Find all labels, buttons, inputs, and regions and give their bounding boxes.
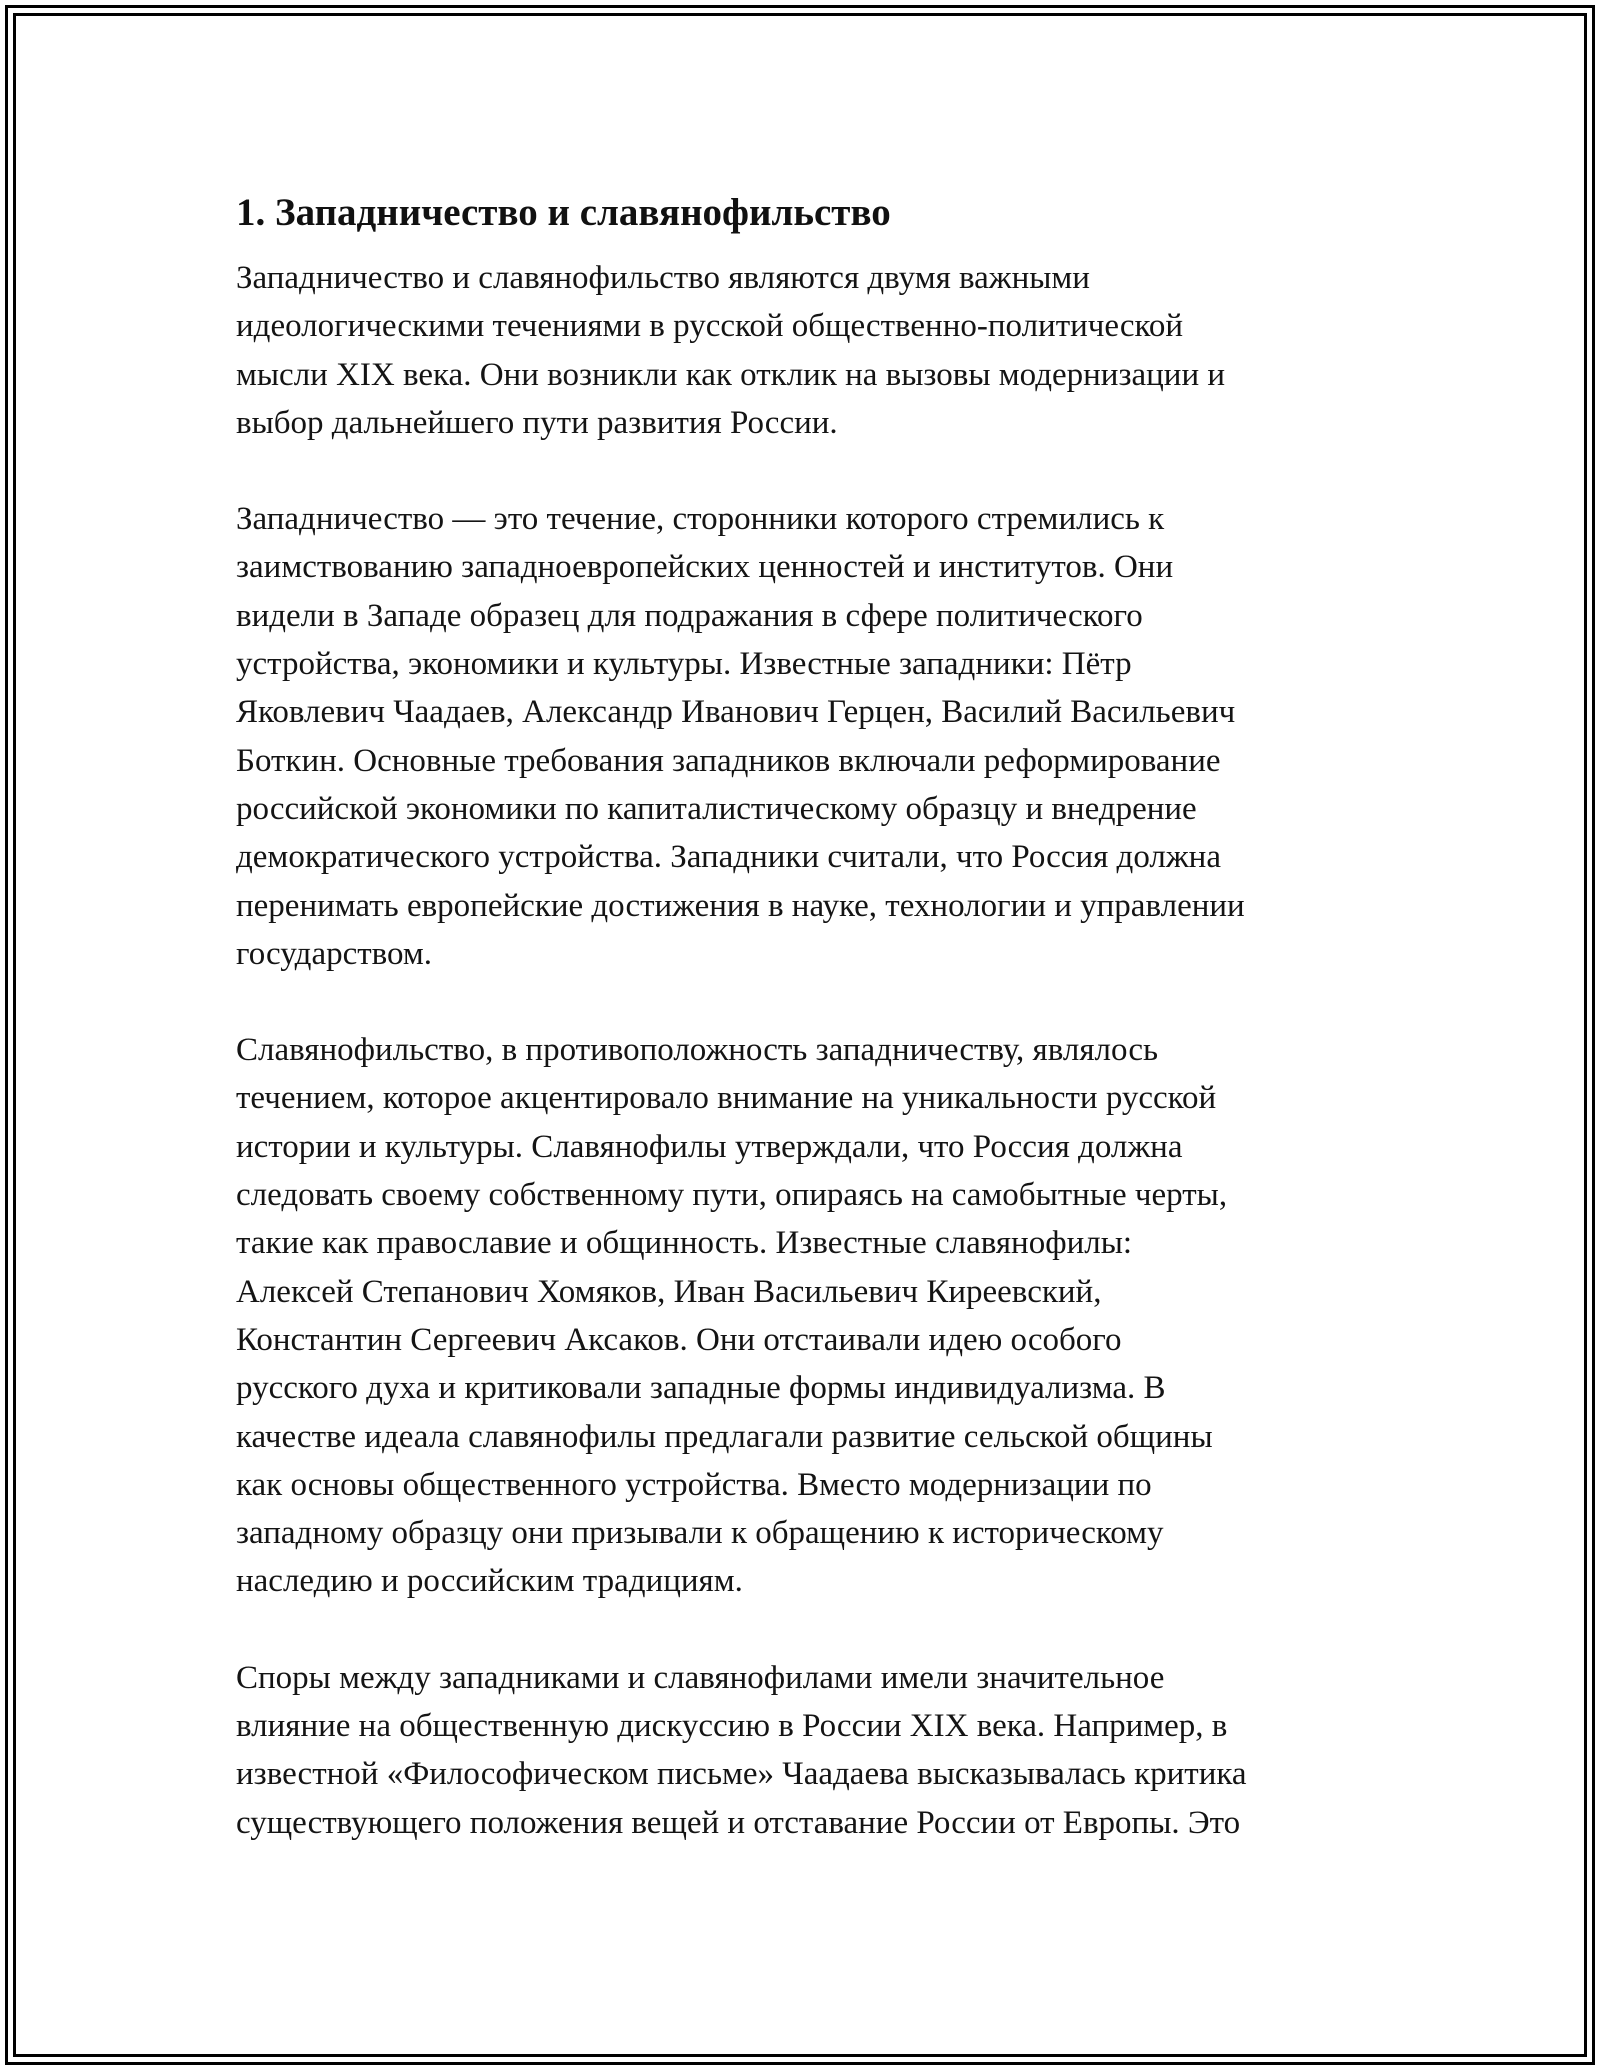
text-line: государством. [236, 935, 433, 972]
text-line: качестве идеала славянофилы предлагали развитие сельской общины [236, 1418, 1213, 1455]
document-body [236, 188, 1376, 1895]
text-line: перенимать европейские достижения в науке, технологии и управлении [236, 887, 1245, 924]
paragraph [236, 1654, 1376, 1847]
text-line: Боткин. Основные требования западников включали реформирование [236, 742, 1221, 779]
text-line: как основы общественного устройства. Вместо модернизации по [236, 1466, 1152, 1503]
paragraph [236, 1026, 1376, 1606]
text-line: идеологическими течениями в русской общественно-политической [236, 308, 1184, 345]
text-line: наследию и российским традициям. [236, 1563, 743, 1600]
text-line: устройства, экономики и культуры. Известные западники: Пётр [236, 646, 1132, 683]
text-line: выбор дальнейшего пути развития России. [236, 404, 838, 441]
section-heading: 1. Западничество и славянофильство [236, 191, 891, 234]
text-line: российской экономики по капиталистическому образцу и внедрение [236, 790, 1197, 827]
paragraph-container [236, 254, 1376, 1847]
text-line: русского духа и критиковали западные формы индивидуализма. В [236, 1370, 1166, 1407]
text-line: следовать своему собственному пути, опираясь на самобытные черты, [236, 1177, 1228, 1214]
paragraph [236, 254, 1376, 447]
text-line: течением, которое акцентировало внимание на уникальности русской [236, 1080, 1217, 1117]
text-line: Алексей Степанович Хомяков, Иван Васильевич Киреевский, [236, 1273, 1102, 1310]
text-line: известной «Философическом письме» Чаадаева высказывалась критика [236, 1756, 1247, 1793]
paragraph [236, 495, 1376, 978]
text-line: мысли XIX века. Они возникли как отклик на вызовы модернизации и [236, 356, 1226, 393]
text-line: Яковлевич Чаадаев, Александр Иванович Герцен, Василий Васильевич [236, 694, 1236, 731]
text-line: такие как православие и общинность. Известные славянофилы: [236, 1225, 1133, 1262]
text-line: заимствованию западноевропейских ценностей и институтов. Они [236, 549, 1174, 586]
text-line: Западничество — это течение, сторонники которого стремились к [236, 501, 1165, 538]
text-line: демократического устройства. Западники считали, что Россия должна [236, 839, 1221, 876]
text-line: влияние на общественную дискуссию в России XIX века. Например, в [236, 1708, 1228, 1745]
text-line: западному образцу они призывали к обращению к историческому [236, 1515, 1164, 1552]
text-line: Споры между западниками и славянофилами имели значительное [236, 1659, 1165, 1696]
text-line: истории и культуры. Славянофилы утверждали, что Россия должна [236, 1128, 1183, 1165]
text-line: видели в Западе образец для подражания в сфере политического [236, 597, 1143, 634]
text-line: Константин Сергеевич Аксаков. Они отстаивали идею особого [236, 1321, 1122, 1358]
text-line: существующего положения вещей и отставание России от Европы. Это [236, 1804, 1241, 1841]
text-line: Западничество и славянофильство являются двумя важными [236, 260, 1090, 296]
text-line: Славянофильство, в противоположность западничеству, являлось [236, 1032, 1159, 1069]
